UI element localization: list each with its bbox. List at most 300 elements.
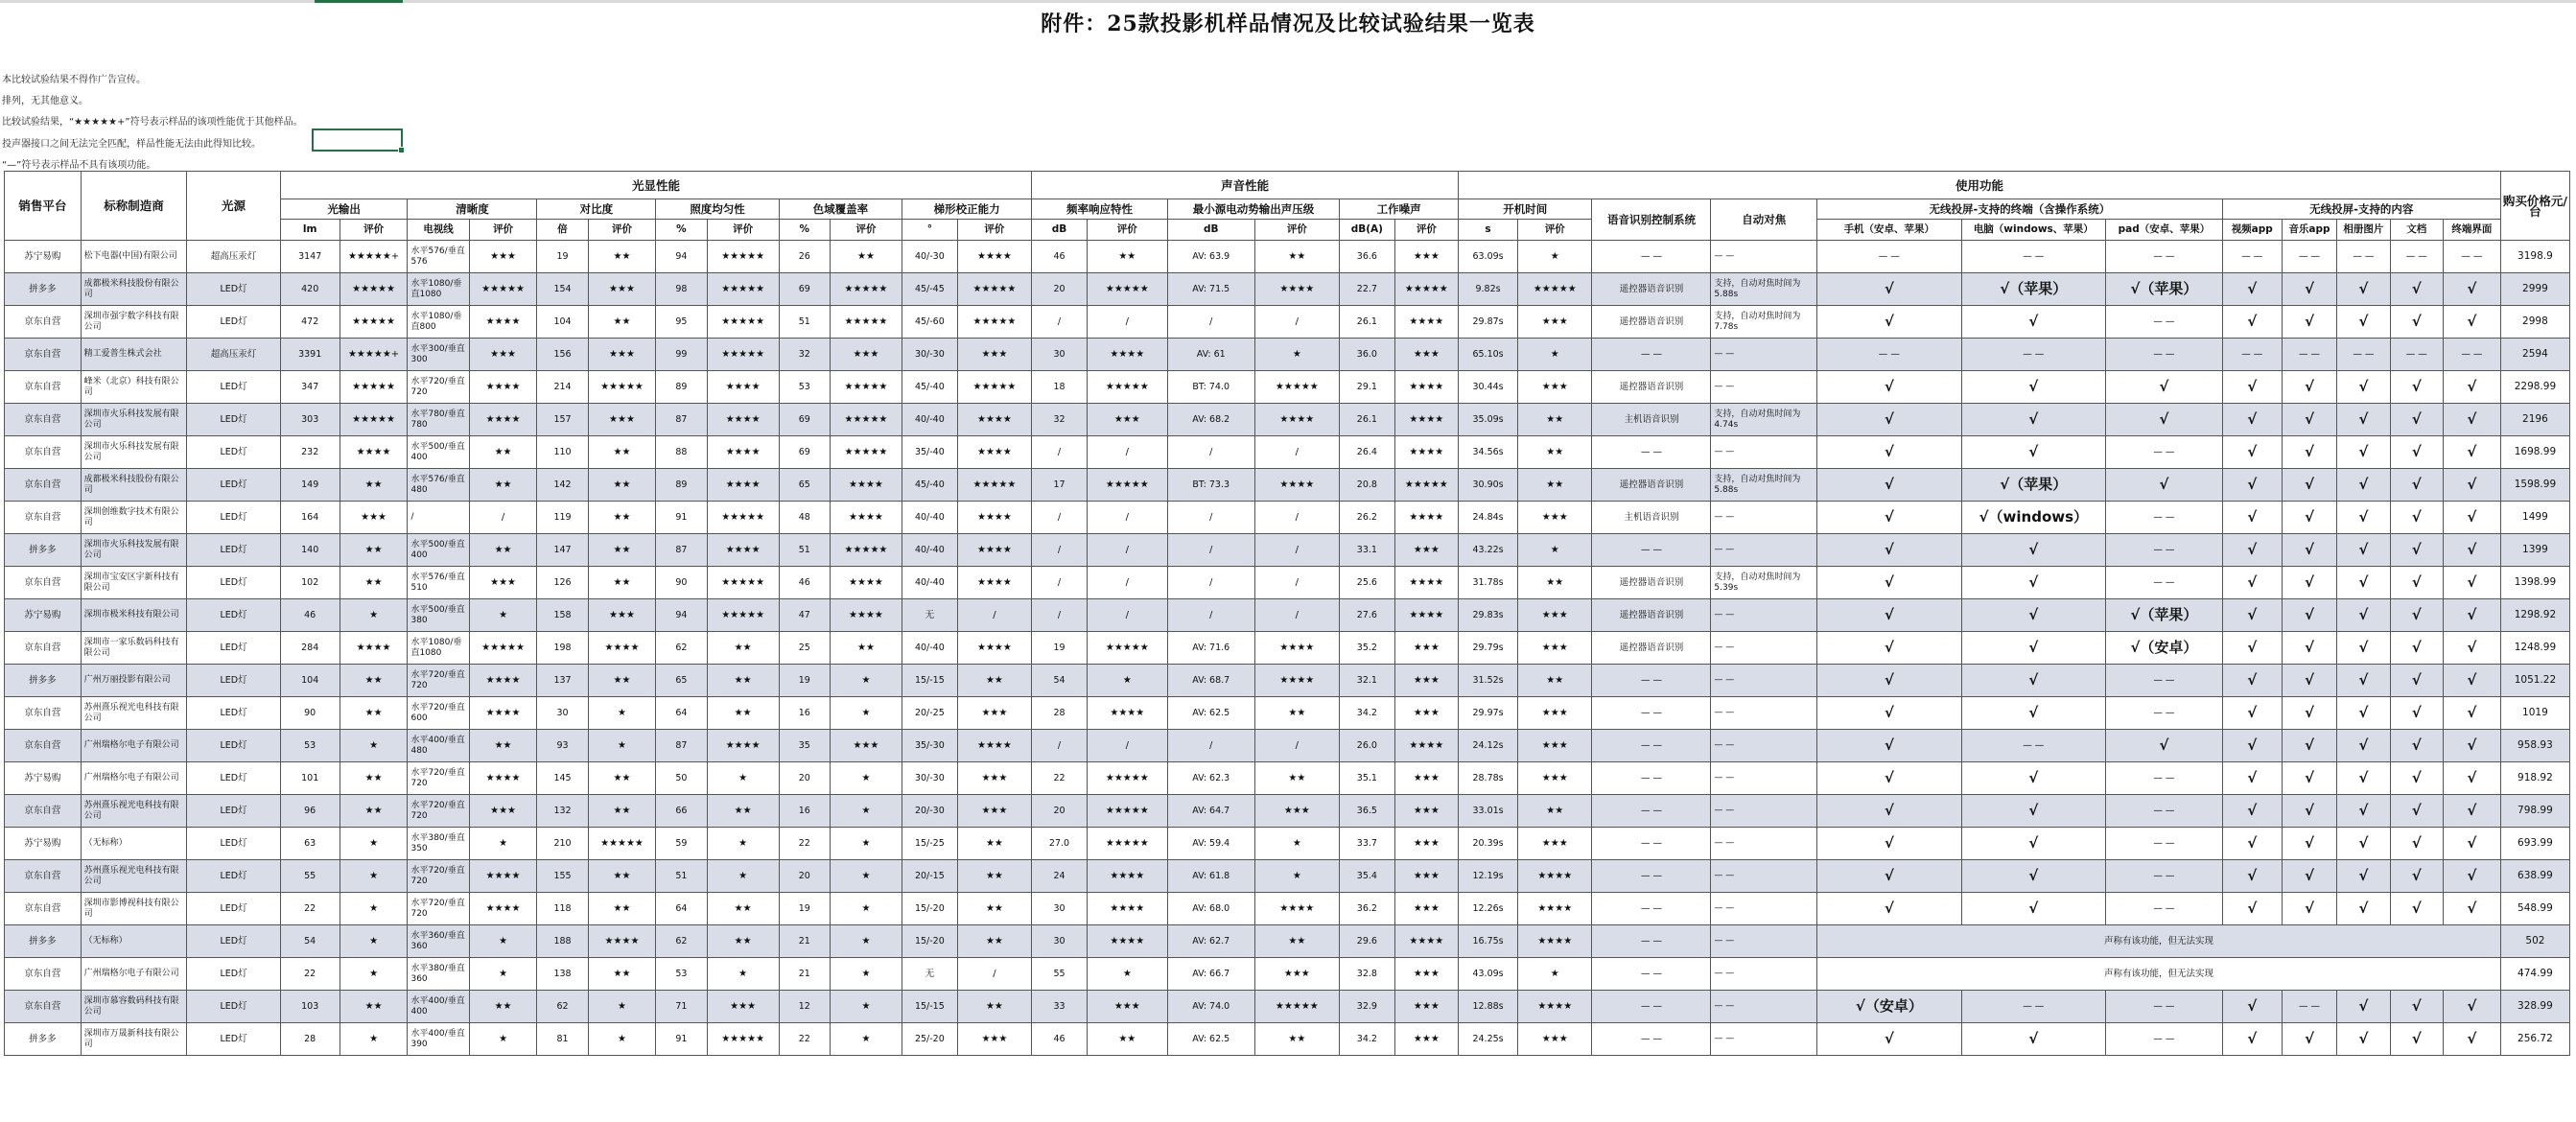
unit-eval: 评价 (340, 220, 408, 241)
table-cell: ★★★★ (1087, 339, 1167, 371)
table-cell: ★★ (588, 762, 656, 795)
table-cell: 16 (779, 697, 830, 730)
table-cell: ★★★★ (707, 371, 779, 404)
table-cell: √ (2282, 567, 2337, 599)
table-cell: / (1167, 534, 1254, 567)
table-cell: √ (1961, 795, 2105, 828)
table-cell: √ (2443, 893, 2500, 925)
table-cell: ★★★★★ (469, 632, 537, 665)
table-cell: ★★ (588, 567, 656, 599)
table-cell: 87 (656, 730, 707, 762)
table-cell: 65 (779, 469, 830, 502)
table-cell: 214 (537, 371, 588, 404)
table-cell: √ (1961, 599, 2105, 632)
table-cell: ★★ (1087, 1023, 1167, 1056)
table-cell: 54 (1032, 665, 1088, 697)
table-cell: 声称有该功能，但无法实现 (1817, 925, 2501, 958)
table-cell: ★★★★★ (1087, 273, 1167, 306)
table-cell: √ (2337, 893, 2390, 925)
table-cell: 无 (902, 599, 958, 632)
table-cell: 水平360/垂直360 (408, 925, 469, 958)
table-cell: ★★★ (340, 502, 408, 534)
table-cell: ★★★★★ (1394, 273, 1458, 306)
table-cell: ★★★★ (957, 502, 1032, 534)
unit-ratio: 倍 (537, 220, 588, 241)
table-cell: 京东自营 (5, 697, 82, 730)
table-cell: AV: 63.9 (1167, 241, 1254, 273)
table-cell: ★★★★★ (707, 339, 779, 371)
table-cell: √ (2390, 730, 2443, 762)
table-cell: √ (2390, 1023, 2443, 1056)
table-cell: 51 (656, 860, 707, 893)
table-cell: 40/-40 (902, 502, 958, 534)
unit-eval: 评价 (1518, 220, 1592, 241)
table-cell: √ (2282, 371, 2337, 404)
table-cell: 96 (280, 795, 340, 828)
table-cell: 22 (779, 1023, 830, 1056)
table-cell: ★★★★★ (469, 273, 537, 306)
table-cell: √ (2390, 502, 2443, 534)
table-row (5, 958, 2570, 991)
table-cell: 62 (537, 991, 588, 1023)
table-cell: ★★★★★ (1087, 795, 1167, 828)
table-cell: ★★★ (1518, 632, 1592, 665)
table-cell: √ (2390, 469, 2443, 502)
table-cell: √ (2443, 860, 2500, 893)
table-cell: ★★★★ (957, 534, 1032, 567)
table-cell: 24.25s (1459, 1023, 1518, 1056)
table-cell: 深圳市影博视科技有限公司 (81, 893, 187, 925)
table-cell: √ (1817, 730, 1961, 762)
table-cell: √ (2282, 730, 2337, 762)
table-cell: 京东自营 (5, 306, 82, 339)
table-cell: 232 (280, 436, 340, 469)
table-cell: √ (2222, 273, 2282, 306)
table-cell: 45/-40 (902, 371, 958, 404)
table-cell: — — (2106, 828, 2223, 860)
table-cell: 64 (656, 893, 707, 925)
table-cell: ★★★★★ (707, 241, 779, 273)
table-cell: 30.90s (1459, 469, 1518, 502)
table-cell: — — (2106, 991, 2223, 1023)
table-cell: — — (2222, 241, 2282, 273)
table-cell: 958.93 (2500, 730, 2569, 762)
table-cell: — — (2282, 241, 2337, 273)
table-cell: 40/-40 (902, 632, 958, 665)
table-cell: ★★★★★ (707, 1023, 779, 1056)
table-cell: 27.6 (1340, 599, 1395, 632)
active-cell-selection[interactable] (312, 129, 403, 152)
table-cell: 水平500/垂直400 (408, 436, 469, 469)
table-row (5, 469, 2570, 502)
table-cell: 104 (537, 306, 588, 339)
fill-handle[interactable] (398, 147, 405, 153)
table-cell: ★★★ (1087, 404, 1167, 436)
table-cell: √ (1961, 1023, 2105, 1056)
table-cell: √ (1817, 567, 1961, 599)
table-cell: ★★★ (1254, 795, 1340, 828)
table-cell: √ (2222, 893, 2282, 925)
table-cell: 20.8 (1340, 469, 1395, 502)
table-cell: 110 (537, 436, 588, 469)
table-cell: √ (2282, 436, 2337, 469)
note-line: 本比较试验结果不得作广告宣传。 (2, 75, 146, 85)
table-cell: — — (2106, 1023, 2223, 1056)
table-cell: AV: 74.0 (1167, 991, 1254, 1023)
table-cell: 102 (280, 567, 340, 599)
table-cell: √ (1961, 762, 2105, 795)
table-cell: √ (2337, 404, 2390, 436)
table-cell: / (1087, 534, 1167, 567)
table-cell: 9.82s (1459, 273, 1518, 306)
table-cell: 遥控器语音识别 (1592, 632, 1711, 665)
table-cell: 水平576/垂直576 (408, 241, 469, 273)
table-cell: 35 (779, 730, 830, 762)
table-cell: — — (2390, 339, 2443, 371)
table-cell: 水平720/垂直720 (408, 795, 469, 828)
unit-lm: lm (280, 220, 340, 241)
table-cell: √（苹果） (1961, 273, 2105, 306)
table-cell: ★ (1087, 665, 1167, 697)
table-cell: LED灯 (187, 632, 280, 665)
table-cell: / (469, 502, 537, 534)
table-cell: ★★★★ (469, 697, 537, 730)
table-cell: ★★★★ (1394, 730, 1458, 762)
table-row (5, 925, 2570, 958)
table-cell: √ (2222, 762, 2282, 795)
table-cell: √ (2443, 469, 2500, 502)
table-cell: 水平300/垂直300 (408, 339, 469, 371)
table-cell: ★★★★ (588, 632, 656, 665)
table-cell: 31.78s (1459, 567, 1518, 599)
table-cell: LED灯 (187, 762, 280, 795)
table-cell: 水平500/垂直400 (408, 534, 469, 567)
table-cell: √ (2443, 697, 2500, 730)
table-cell: 超高压汞灯 (187, 241, 280, 273)
table-cell: 遥控器语音识别 (1592, 371, 1711, 404)
table-cell: — — (2282, 991, 2337, 1023)
table-cell: — — (1592, 339, 1711, 371)
table-cell: √ (2390, 828, 2443, 860)
table-cell: ★★★ (957, 697, 1032, 730)
table-cell: / (1167, 730, 1254, 762)
table-cell: ★ (340, 958, 408, 991)
table-cell: √ (1817, 665, 1961, 697)
table-cell: — — (2282, 339, 2337, 371)
table-cell: 35.09s (1459, 404, 1518, 436)
table-cell: AV: 59.4 (1167, 828, 1254, 860)
table-cell: 水平720/垂直720 (408, 665, 469, 697)
table-cell: ★★★★ (1254, 273, 1340, 306)
table-cell: ★★ (469, 469, 537, 502)
table-cell: 17 (1032, 469, 1088, 502)
table-cell: ★★★★★ (830, 371, 902, 404)
table-cell: / (957, 958, 1032, 991)
table-cell: 深圳市一家乐数码科技有限公司 (81, 632, 187, 665)
table-cell: 水平400/垂直400 (408, 991, 469, 1023)
table-cell: — — (1711, 762, 1817, 795)
table-cell: √ (2282, 1023, 2337, 1056)
table-cell: ★★★★ (1254, 404, 1340, 436)
table-cell: √ (2282, 599, 2337, 632)
table-cell: — — (1961, 339, 2105, 371)
table-cell: — — (2106, 860, 2223, 893)
table-cell: — — (1592, 436, 1711, 469)
table-cell: ★★★ (1394, 893, 1458, 925)
table-cell: √ (2222, 502, 2282, 534)
table-cell: 55 (280, 860, 340, 893)
table-cell: ★★ (830, 632, 902, 665)
table-cell: 89 (656, 371, 707, 404)
table-cell: 81 (537, 1023, 588, 1056)
table-cell: LED灯 (187, 371, 280, 404)
table-cell: AV: 62.3 (1167, 762, 1254, 795)
table-cell: √ (2390, 273, 2443, 306)
table-cell: ★★★ (1518, 762, 1592, 795)
table-cell: √ (2443, 306, 2500, 339)
table-cell: 拼多多 (5, 534, 82, 567)
table-cell: 62 (656, 632, 707, 665)
table-cell: LED灯 (187, 730, 280, 762)
table-cell: 54 (280, 925, 340, 958)
table-cell: 超高压汞灯 (187, 339, 280, 371)
table-cell: ★★★ (1518, 306, 1592, 339)
table-cell: ★★★ (957, 795, 1032, 828)
table-cell: 广州瑞格尔电子有限公司 (81, 958, 187, 991)
table-cell: 支持，自动对焦时间为7.78s (1711, 306, 1817, 339)
table-cell: √ (2390, 436, 2443, 469)
table-cell: 53 (656, 958, 707, 991)
table-cell: 1399 (2500, 534, 2569, 567)
table-cell: √ (1817, 795, 1961, 828)
table-cell: √ (2337, 534, 2390, 567)
unit-tv-lines: 电视线 (408, 220, 469, 241)
table-cell: 32.8 (1340, 958, 1395, 991)
table-cell: √ (2443, 502, 2500, 534)
table-cell: LED灯 (187, 599, 280, 632)
table-cell: 138 (537, 958, 588, 991)
table-cell: / (1032, 502, 1088, 534)
table-cell: ★★★★★ (707, 599, 779, 632)
table-cell: 支持，自动对焦时间为5.39s (1711, 567, 1817, 599)
table-cell: AV: 68.2 (1167, 404, 1254, 436)
table-cell: √ (2443, 730, 2500, 762)
table-cell: / (1032, 534, 1088, 567)
table-cell: ★★★★ (1394, 567, 1458, 599)
table-cell: ★★★★ (1394, 436, 1458, 469)
table-cell: 16.75s (1459, 925, 1518, 958)
table-cell: 472 (280, 306, 340, 339)
table-cell: ★★★ (1518, 371, 1592, 404)
table-cell: √ (2443, 436, 2500, 469)
table-cell: / (1254, 436, 1340, 469)
table-cell: 95 (656, 306, 707, 339)
table-cell: √ (2390, 371, 2443, 404)
table-cell: 45/-60 (902, 306, 958, 339)
table-cell: — — (2106, 534, 2223, 567)
table-cell: 29.87s (1459, 306, 1518, 339)
table-cell: 水平500/垂直380 (408, 599, 469, 632)
table-cell: ★ (1518, 339, 1592, 371)
table-cell: 水平576/垂直510 (408, 567, 469, 599)
table-cell: 22.7 (1340, 273, 1395, 306)
table-cell: 拼多多 (5, 273, 82, 306)
table-cell: ★★★★★ (588, 828, 656, 860)
table-cell: — — (2443, 241, 2500, 273)
table-cell: √ (2337, 469, 2390, 502)
table-cell: 51 (779, 306, 830, 339)
table-cell: ★★★★ (830, 502, 902, 534)
table-row (5, 436, 2570, 469)
table-cell: 26.1 (1340, 404, 1395, 436)
table-cell: 45/-45 (902, 273, 958, 306)
table-cell: √ (2222, 665, 2282, 697)
table-cell: 798.99 (2500, 795, 2569, 828)
table-cell: 35.1 (1340, 762, 1395, 795)
table-cell: ★★★★★ (707, 306, 779, 339)
table-cell: √ (2443, 534, 2500, 567)
table-cell: / (1032, 436, 1088, 469)
table-cell: ★★ (340, 697, 408, 730)
table-cell: — — (1711, 436, 1817, 469)
table-cell: ★★★★ (957, 567, 1032, 599)
table-cell: — — (1711, 339, 1817, 371)
table-cell: 15/-20 (902, 925, 958, 958)
table-cell: 118 (537, 893, 588, 925)
table-cell: ★★ (1518, 436, 1592, 469)
table-cell: 京东自营 (5, 730, 82, 762)
table-cell: 30.44s (1459, 371, 1518, 404)
table-cell: — — (2106, 665, 2223, 697)
table-cell: — — (1711, 828, 1817, 860)
table-cell: 303 (280, 404, 340, 436)
table-cell: ★★★ (1394, 534, 1458, 567)
table-cell: √（安卓） (2106, 632, 2223, 665)
table-cell: 30 (537, 697, 588, 730)
table-cell: / (1087, 730, 1167, 762)
table-cell: √ (2390, 860, 2443, 893)
table-cell: 1298.92 (2500, 599, 2569, 632)
table-cell: √ (2222, 991, 2282, 1023)
table-cell: ★ (1518, 534, 1592, 567)
table-cell: 22 (779, 828, 830, 860)
table-cell: — — (1961, 241, 2105, 273)
table-cell: ★★★ (469, 339, 537, 371)
table-cell: 12.88s (1459, 991, 1518, 1023)
table-cell: — — (1711, 697, 1817, 730)
table-cell: ★ (830, 958, 902, 991)
table-cell: √ (2443, 273, 2500, 306)
table-cell: — — (2106, 697, 2223, 730)
table-cell: ★★★ (588, 339, 656, 371)
table-row (5, 241, 2570, 273)
table-cell: — — (1592, 762, 1711, 795)
table-cell: — — (1711, 893, 1817, 925)
table-cell: 2298.99 (2500, 371, 2569, 404)
table-cell: ★ (830, 893, 902, 925)
table-cell: 142 (537, 469, 588, 502)
table-cell: 164 (280, 502, 340, 534)
table-cell: 28 (1032, 697, 1088, 730)
table-cell: （无标称） (81, 828, 187, 860)
table-cell: 89 (656, 469, 707, 502)
table-cell: √ (1817, 828, 1961, 860)
table-row (5, 534, 2570, 567)
table-cell: ★★★ (1394, 795, 1458, 828)
table-cell: ★★★★ (1254, 469, 1340, 502)
table-cell: 1019 (2500, 697, 2569, 730)
table-cell: 水平720/垂直720 (408, 860, 469, 893)
table-cell: ★ (1087, 958, 1167, 991)
table-row (5, 502, 2570, 534)
table-cell: ★★★ (1518, 1023, 1592, 1056)
table-cell: √ (2282, 697, 2337, 730)
table-cell: 40/-40 (902, 404, 958, 436)
table-cell: 京东自营 (5, 860, 82, 893)
table-cell: ★★★★★ (957, 469, 1032, 502)
table-cell: √ (1817, 534, 1961, 567)
table-cell: ★ (1254, 339, 1340, 371)
table-cell: 苏宁易购 (5, 762, 82, 795)
header-cast-content: 无线投屏-支持的内容 (2222, 199, 2500, 220)
table-cell: √（windows） (1961, 502, 2105, 534)
table-cell: 29.79s (1459, 632, 1518, 665)
table-cell: 主机语音识别 (1592, 404, 1711, 436)
table-cell: — — (1711, 1023, 1817, 1056)
table-cell: 34.2 (1340, 697, 1395, 730)
table-cell: LED灯 (187, 795, 280, 828)
table-cell: 水平400/垂直480 (408, 730, 469, 762)
table-cell: √ (2443, 828, 2500, 860)
table-cell: √ (1817, 1023, 1961, 1056)
table-cell: 31.52s (1459, 665, 1518, 697)
table-cell: √ (2282, 273, 2337, 306)
table-cell: 12 (779, 991, 830, 1023)
table-cell: ★ (830, 665, 902, 697)
table-cell: ★★ (588, 502, 656, 534)
table-cell: √ (1817, 893, 1961, 925)
table-cell: ★★★★ (707, 469, 779, 502)
table-cell: √ (2443, 371, 2500, 404)
table-cell: ★★ (588, 306, 656, 339)
table-cell: √ (2337, 991, 2390, 1023)
header-voice-control: 语音识别控制系统 (1592, 199, 1711, 241)
table-cell: / (1254, 306, 1340, 339)
table-cell: ★★★★ (830, 599, 902, 632)
table-cell: 94 (656, 599, 707, 632)
table-cell: 34.2 (1340, 1023, 1395, 1056)
table-cell: LED灯 (187, 534, 280, 567)
unit-dba: dB(A) (1340, 220, 1395, 241)
table-cell: ★★ (469, 534, 537, 567)
table-cell: 26.2 (1340, 502, 1395, 534)
table-cell: 40/-40 (902, 534, 958, 567)
table-cell: 24.84s (1459, 502, 1518, 534)
table-cell: — — (1711, 241, 1817, 273)
table-cell: √ (2222, 730, 2282, 762)
table-cell: √ (2443, 991, 2500, 1023)
table-cell: √ (2443, 567, 2500, 599)
table-cell: √ (1961, 893, 2105, 925)
table-cell: 京东自营 (5, 436, 82, 469)
table-cell: — — (2390, 241, 2443, 273)
table-cell: √ (1817, 860, 1961, 893)
table-cell: — — (1711, 991, 1817, 1023)
table-cell: √ (2222, 567, 2282, 599)
table-cell: 32.1 (1340, 665, 1395, 697)
table-cell: √ (2337, 665, 2390, 697)
table-cell: 1051.22 (2500, 665, 2569, 697)
